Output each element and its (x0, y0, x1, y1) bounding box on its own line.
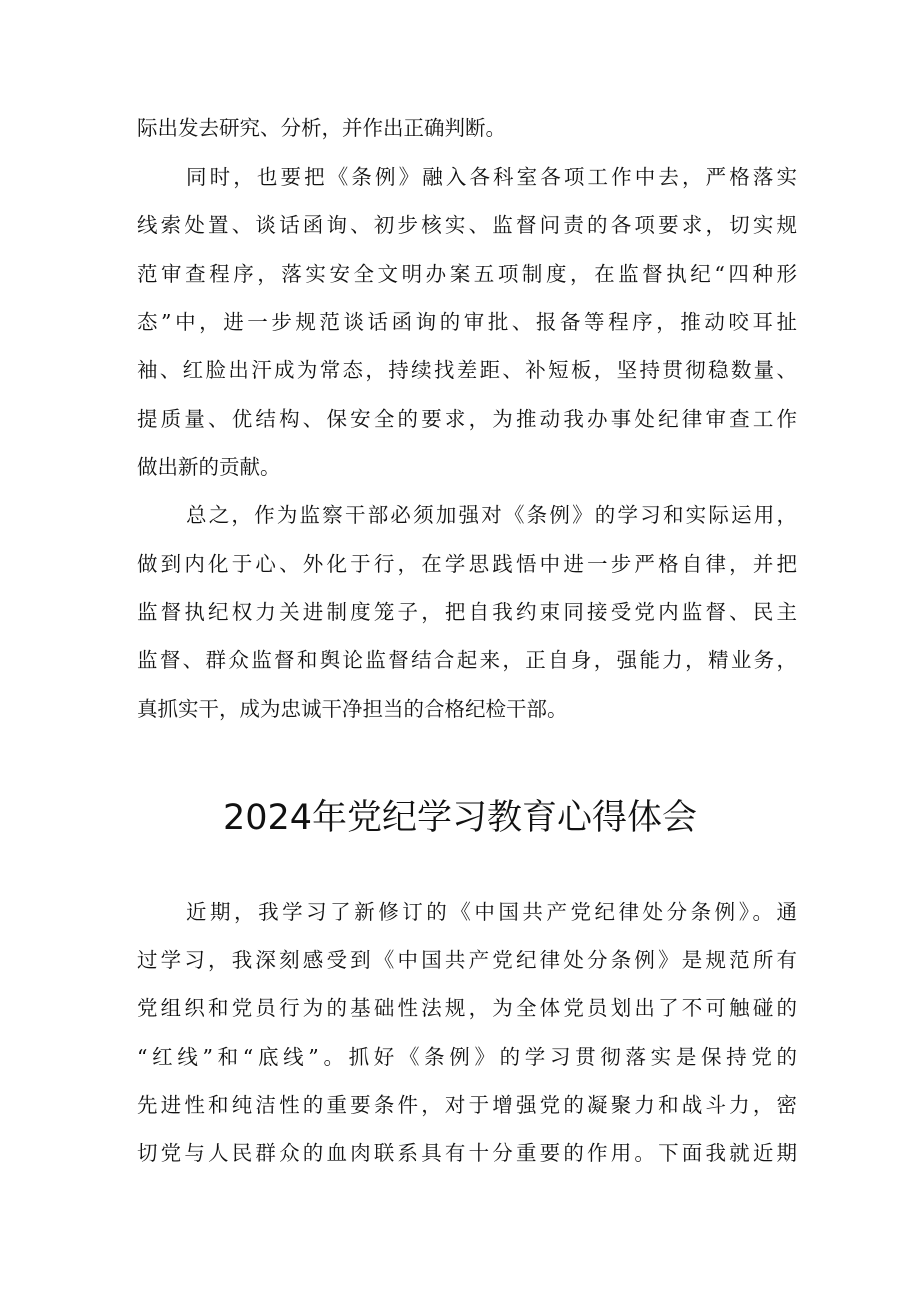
section-heading: 2024年党纪学习教育心得体会 (222, 798, 698, 838)
paragraph-4-line-4: “红线”和“底线”。抓好《条例》的学习贯彻落实是保持党的 (137, 1045, 797, 1069)
paragraph-3-line-1: 总之，作为监察干部必须加强对《条例》的学习和实际运用， (186, 503, 797, 527)
paragraph-4-line-3: 党组织和党员行为的基础性法规，为全体党员划出了不可触碰的 (137, 996, 797, 1020)
paragraph-2-line-7: 做出新的贡献。 (137, 455, 281, 479)
paragraph-1-line-1: 际出发去研究、分析，并作出正确判断。 (137, 116, 506, 140)
paragraph-2-line-5: 袖、红脸出汗成为常态，持续找差距、补短板，坚持贯彻稳数量、 (137, 358, 797, 382)
paragraph-2-line-1: 同时，也要把《条例》融入各科室各项工作中去，严格落实 (186, 165, 797, 189)
paragraph-2-line-2: 线索处置、谈话函询、初步核实、监督问责的各项要求，切实规 (137, 213, 797, 237)
paragraph-4-line-5: 先进性和纯洁性的重要条件，对于增强党的凝聚力和战斗力，密 (137, 1093, 797, 1117)
paragraph-2-line-3: 范审查程序，落实安全文明办案五项制度，在监督执纪“四种形 (137, 262, 797, 286)
paragraph-2-line-4: 态”中，进一步规范谈话函询的审批、报备等程序，推动咬耳扯 (137, 310, 797, 334)
paragraph-3-line-2: 做到内化于心、外化于行，在学思践悟中进一步严格自律，并把 (137, 552, 797, 576)
paragraph-4-line-1: 近期，我学习了新修订的《中国共产党纪律处分条例》。通 (186, 900, 797, 924)
paragraph-4-line-6: 切党与人民群众的血肉联系具有十分重要的作用。下面我就近期 (137, 1141, 797, 1165)
paragraph-2-line-6: 提质量、优结构、保安全的要求，为推动我办事处纪律审查工作 (137, 407, 797, 431)
paragraph-3-line-3: 监督执纪权力关进制度笼子，把自我约束同接受党内监督、民主 (137, 600, 797, 624)
paragraph-3-line-4: 监督、群众监督和舆论监督结合起来，正自身，强能力，精业务， (137, 648, 797, 672)
paragraph-3-line-5: 真抓实干，成为忠诚干净担当的合格纪检干部。 (137, 697, 568, 721)
paragraph-4-line-2: 过学习，我深刻感受到《中国共产党纪律处分条例》是规范所有 (137, 948, 797, 972)
